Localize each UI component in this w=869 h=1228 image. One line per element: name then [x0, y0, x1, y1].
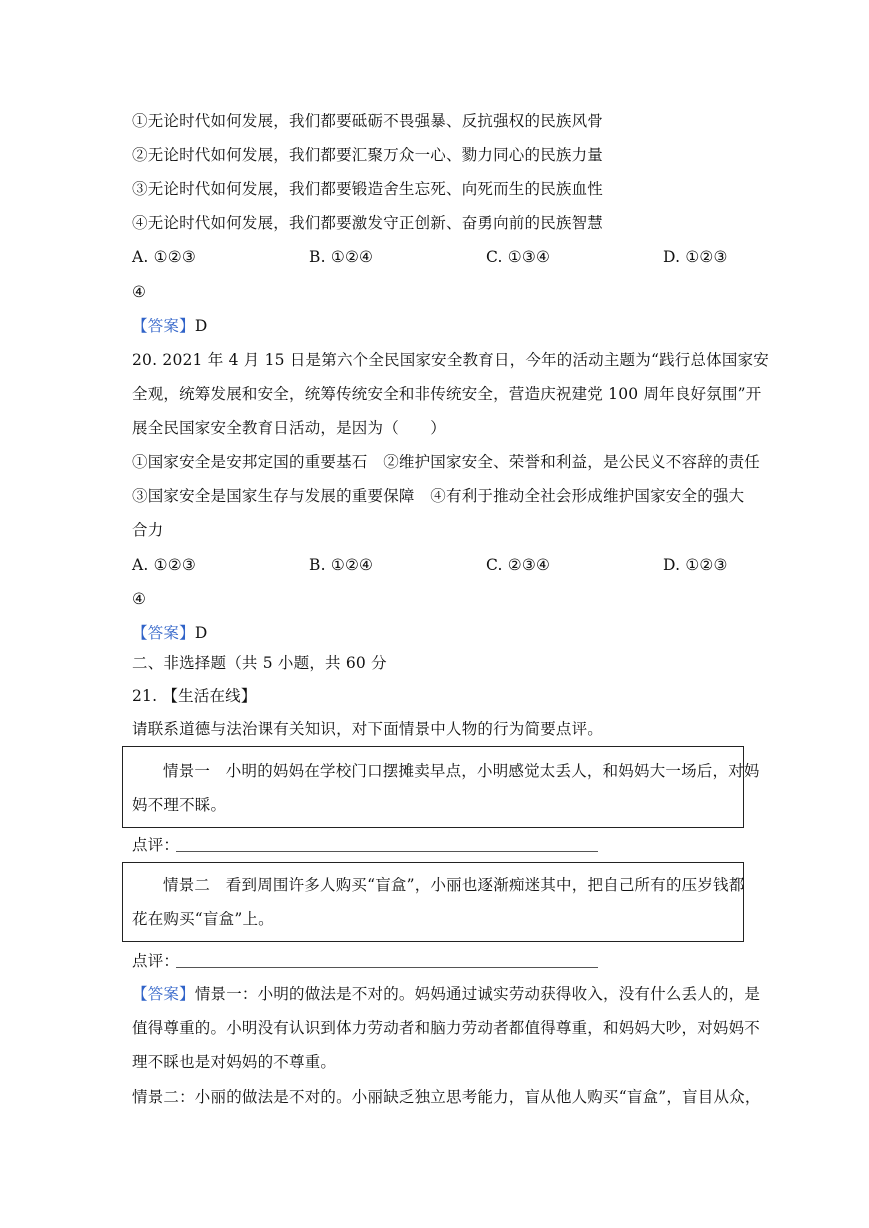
scene-two-box — [122, 862, 744, 942]
answer-text: 情景一：小明的做法是不对的。妈妈通过诚实劳动获得收入，没有什么丢人的，是 — [194, 985, 761, 1003]
q19-option-wrap: ④ — [132, 283, 147, 301]
q20-option-c: C. ②③④ — [486, 556, 551, 574]
answer-value: D — [194, 317, 208, 335]
answer-value: D — [194, 624, 208, 642]
q21-answer-line-1 — [132, 983, 760, 1005]
comment-label-2: 点评： — [132, 952, 180, 970]
q21-answer-line-2: 值得尊重的。小明没有认识到体力劳动者和脑力劳动者都值得尊重，和妈妈大吵，对妈妈不 — [132, 1019, 761, 1037]
q19-item-2: ②无论时代如何发展，我们都要汇聚万众一心、勠力同心的民族力量 — [132, 146, 604, 164]
q21-title: 21. 【生活在线】 — [132, 687, 257, 705]
q20-stem-2: 全观，统筹发展和安全，统筹传统安全和非传统安全，营造庆祝建党 100 周年良好氛围”开 — [132, 385, 762, 403]
q21-answer-line-3: 理不睬也是对妈妈的不尊重。 — [132, 1053, 337, 1071]
q19-answer — [132, 315, 207, 337]
q19-option-d: D. ①②③ — [663, 248, 728, 266]
comment-label-1: 点评： — [132, 836, 180, 854]
answer-tag: 【答案】 — [132, 985, 195, 1003]
scene-one-line-1: 情景一 小明的妈妈在学校门口摆摊卖早点，小明感觉太丢人，和妈妈大一场后，对妈 — [163, 762, 760, 780]
q19-item-1: ①无论时代如何发展，我们都要砥砺不畏强暴、反抗强权的民族风骨 — [132, 112, 604, 130]
comment-blank-2 — [176, 967, 598, 968]
q19-item-4: ④无论时代如何发展，我们都要激发守正创新、奋勇向前的民族智慧 — [132, 214, 604, 232]
q20-option-wrap: ④ — [132, 590, 147, 608]
q20-item-2: ③国家安全是国家生存与发展的重要保障 ④有利于推动全社会形成维护国家安全的强大 — [132, 487, 745, 505]
q20-stem-3: 展全民国家安全教育日活动，是因为（ ） — [132, 419, 447, 437]
q19-option-b: B. ①②④ — [309, 248, 374, 266]
q20-item-1: ①国家安全是安邦定国的重要基石 ②维护国家安全、荣誉和利益，是公民义不容辞的责任 — [132, 453, 761, 471]
scene-two-line-2: 花在购买“盲盒”上。 — [132, 910, 274, 928]
q20-option-b: B. ①②④ — [309, 556, 374, 574]
scene-one-box — [122, 746, 760, 828]
q20-answer — [132, 622, 207, 644]
answer-tag: 【答案】 — [132, 624, 195, 642]
q19-option-a: A. ①②③ — [132, 248, 196, 266]
q19-item-3: ③无论时代如何发展，我们都要锻造舍生忘死、向死而生的民族血性 — [132, 180, 604, 198]
comment-blank-1 — [176, 851, 598, 852]
scene-two-line-1: 情景二 看到周围许多人购买“盲盒”，小丽也逐渐痴迷其中，把自己所有的压岁钱都 — [163, 876, 745, 894]
q21-prompt: 请联系道德与法治课有关知识，对下面情景中人物的行为简要点评。 — [132, 720, 604, 738]
q19-option-c: C. ①③④ — [486, 248, 551, 266]
q20-option-d: D. ①②③ — [663, 556, 728, 574]
answer-tag: 【答案】 — [132, 317, 195, 335]
q20-item-3: 合力 — [132, 521, 164, 539]
section-heading: 二、非选择题（共 5 小题，共 60 分 — [132, 654, 387, 672]
q20-stem-1: 20. 2021 年 4 月 15 日是第六个全民国家安全教育日，今年的活动主题为“践行总体国家安 — [132, 351, 769, 369]
q20-option-a: A. ①②③ — [132, 556, 196, 574]
q21-answer-line-4: 情景二：小丽的做法是不对的。小丽缺乏独立思考能力，盲从他人购买“盲盒”，盲目从众， — [132, 1088, 761, 1106]
scene-one-line-2: 妈不理不睬。 — [132, 796, 227, 814]
